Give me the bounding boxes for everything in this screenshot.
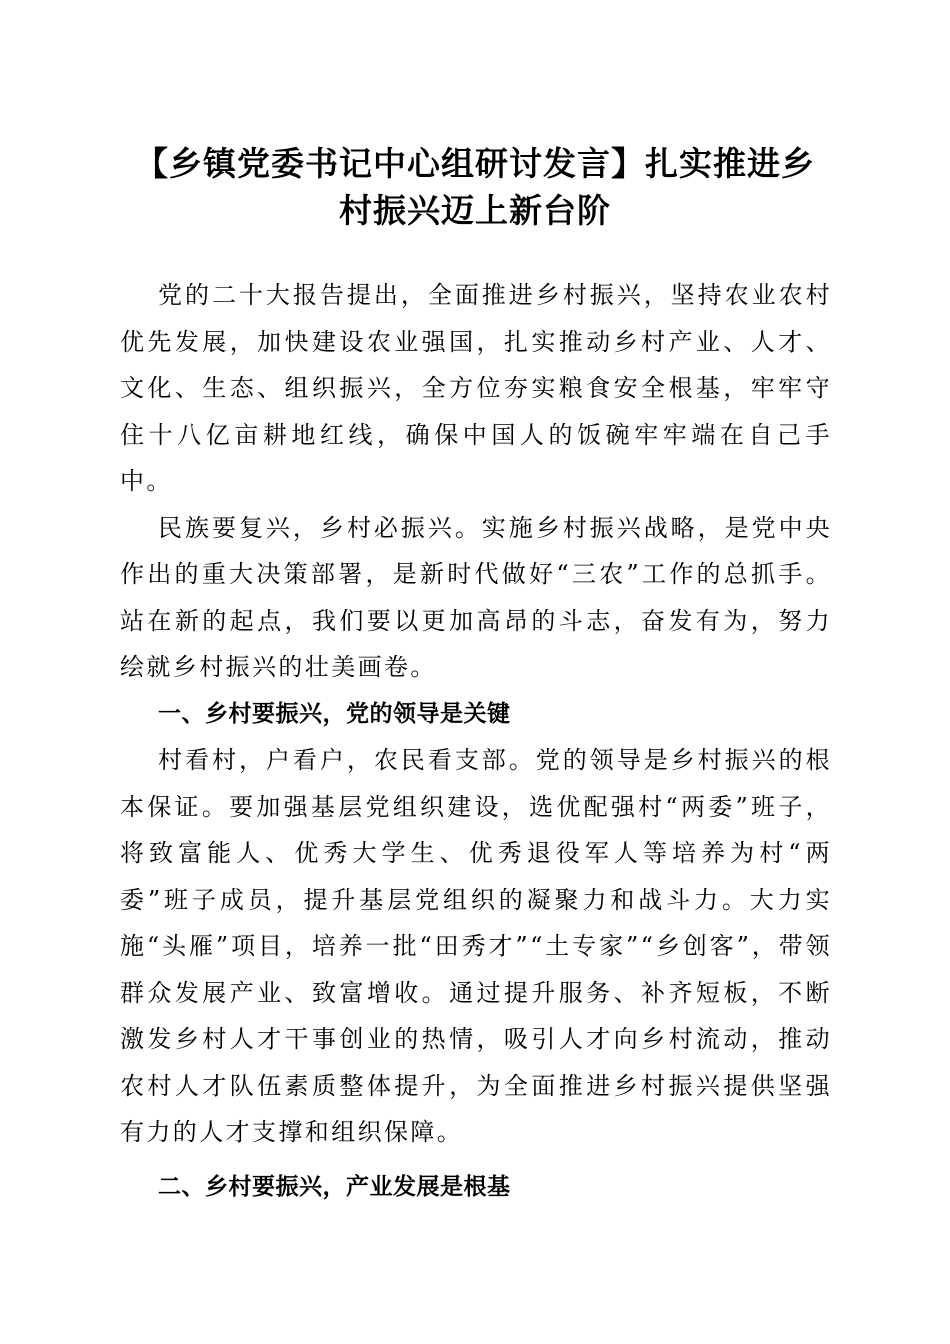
paragraph-1: 党的二十大报告提出，全面推进乡村振兴，坚持农业农村优先发展，加快建设农业强国，扎实推动乡村产业、人才、文化、生态、组织振兴，全方位夯实粮食安全根基，牢牢守住十八亿亩耕地红线，确保中国人的饭碗牢牢端在自己手中。 (120, 281, 832, 495)
title-line-1: 【乡镇党委书记中心组研讨发言】扎实推进乡 (135, 144, 815, 183)
title-line-2: 村振兴迈上新台阶 (339, 191, 611, 230)
paragraph-3: 村看村，户看户，农民看支部。党的领导是乡村振兴的根本保证。要加强基层党组织建设，选优配强村“两委”班子，将致富能人、优秀大学生、优秀退役军人等培养为村“两委”班子成员，提升基层党组织的凝聚力和战斗力。大力实施“头雁”项目，培养一批“田秀才”“土专家”“乡创客”，带领群众发展产业、致富增收。通过提升服务、补齐短板，不断激发乡村人才干事创业的热情，吸引人才向乡村流动，推动农村人才队伍素质整体提升，为全面推进乡村振兴提供坚强有力的人才支撑和组织保障。 (120, 746, 832, 1146)
document-body (120, 272, 832, 1210)
section-heading-1: 一、乡村要振兴，党的领导是关键 (158, 700, 511, 727)
paragraph-2: 民族要复兴，乡村必振兴。实施乡村振兴战略，是党中央作出的重大决策部署，是新时代做好“三农”工作的总抓手。站在新的起点，我们要以更加高昂的斗志，奋发有为，努力绘就乡村振兴的壮美画卷。 (120, 513, 832, 681)
document-title (100, 140, 850, 234)
section-heading-2: 二、乡村要振兴，产业发展是根基 (158, 1173, 511, 1200)
